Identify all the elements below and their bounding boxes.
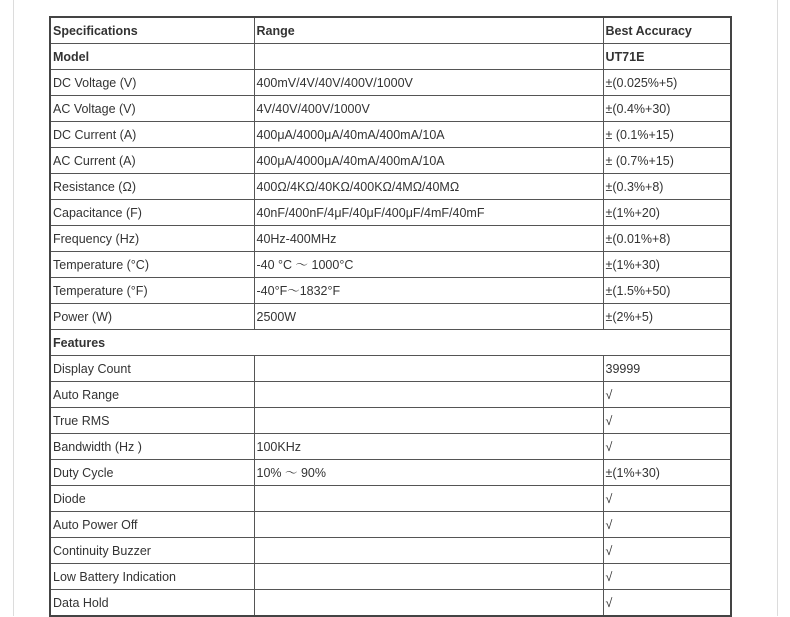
spec-range-cell: 4V/40V/400V/1000V xyxy=(254,96,603,122)
spec-name-cell: Temperature (°C) xyxy=(50,252,254,278)
feature-range-cell xyxy=(254,512,603,538)
feature-name-cell: Diode xyxy=(50,486,254,512)
feature-name-cell: Data Hold xyxy=(50,590,254,617)
spec-range-cell: 400μA/4000μA/40mA/400mA/10A xyxy=(254,148,603,174)
table-row xyxy=(50,70,731,96)
feature-range-cell xyxy=(254,538,603,564)
spec-accuracy-cell: ±(0.3%+8) xyxy=(603,174,731,200)
feature-value-cell: √ xyxy=(603,408,731,434)
spec-name-cell: Frequency (Hz) xyxy=(50,226,254,252)
spec-name-cell: AC Current (A) xyxy=(50,148,254,174)
spec-name-cell: Capacitance (F) xyxy=(50,200,254,226)
spec-range-cell: 400mV/4V/40V/400V/1000V xyxy=(254,70,603,96)
feature-range-cell xyxy=(254,590,603,617)
table-row xyxy=(50,460,731,486)
feature-name-cell: True RMS xyxy=(50,408,254,434)
feature-range-cell xyxy=(254,356,603,382)
spec-range-cell: 400Ω/4KΩ/40KΩ/400KΩ/4MΩ/40MΩ xyxy=(254,174,603,200)
model-range xyxy=(254,44,603,70)
spec-name-cell: DC Voltage (V) xyxy=(50,70,254,96)
features-heading: Features xyxy=(50,330,731,356)
spec-accuracy-cell: ± (0.1%+15) xyxy=(603,122,731,148)
table-row xyxy=(50,252,731,278)
feature-range-cell xyxy=(254,486,603,512)
feature-value-cell: √ xyxy=(603,590,731,617)
feature-value-cell: ±(1%+30) xyxy=(603,460,731,486)
header-range: Range xyxy=(254,17,603,44)
spec-table xyxy=(49,16,732,617)
feature-value-cell: √ xyxy=(603,564,731,590)
spec-accuracy-cell: ±(0.4%+30) xyxy=(603,96,731,122)
table-row xyxy=(50,590,731,617)
spec-range-cell: 2500W xyxy=(254,304,603,330)
table-row xyxy=(50,200,731,226)
feature-name-cell: Bandwidth (Hz ) xyxy=(50,434,254,460)
table-row xyxy=(50,382,731,408)
feature-value-cell: √ xyxy=(603,486,731,512)
table-row xyxy=(50,174,731,200)
table-row xyxy=(50,538,731,564)
feature-name-cell: Auto Power Off xyxy=(50,512,254,538)
header-specifications: Specifications xyxy=(50,17,254,44)
spec-range-cell: 40Hz-400MHz xyxy=(254,226,603,252)
model-label: Model xyxy=(50,44,254,70)
spec-accuracy-cell: ±(0.01%+8) xyxy=(603,226,731,252)
table-row xyxy=(50,122,731,148)
feature-value-cell: √ xyxy=(603,434,731,460)
spec-accuracy-cell: ±(0.025%+5) xyxy=(603,70,731,96)
features-heading-row xyxy=(50,330,731,356)
feature-name-cell: Auto Range xyxy=(50,382,254,408)
spec-name-cell: Temperature (°F) xyxy=(50,278,254,304)
table-row xyxy=(50,434,731,460)
feature-value-cell: √ xyxy=(603,382,731,408)
table-row xyxy=(50,512,731,538)
table-row xyxy=(50,226,731,252)
spec-name-cell: Power (W) xyxy=(50,304,254,330)
table-row xyxy=(50,356,731,382)
spec-name-cell: DC Current (A) xyxy=(50,122,254,148)
table-row xyxy=(50,486,731,512)
table-row xyxy=(50,304,731,330)
spec-range-cell: -40 °C ～ 1000°C xyxy=(254,252,603,278)
spec-name-cell: Resistance (Ω) xyxy=(50,174,254,200)
feature-range-cell: 100KHz xyxy=(254,434,603,460)
page-frame-right xyxy=(777,0,778,616)
spec-accuracy-cell: ±(1%+30) xyxy=(603,252,731,278)
spec-range-cell: -40°F～1832°F xyxy=(254,278,603,304)
feature-name-cell: Continuity Buzzer xyxy=(50,538,254,564)
spec-range-cell: 40nF/400nF/4μF/40μF/400μF/4mF/40mF xyxy=(254,200,603,226)
table-row xyxy=(50,148,731,174)
header-best-accuracy: Best Accuracy xyxy=(603,17,731,44)
table-row xyxy=(50,408,731,434)
feature-value-cell: √ xyxy=(603,538,731,564)
table-header-row xyxy=(50,17,731,44)
table-row xyxy=(50,278,731,304)
spec-name-cell: AC Voltage (V) xyxy=(50,96,254,122)
model-row xyxy=(50,44,731,70)
page-frame-left xyxy=(13,0,14,616)
table-row xyxy=(50,96,731,122)
feature-name-cell: Display Count xyxy=(50,356,254,382)
spec-accuracy-cell: ±(2%+5) xyxy=(603,304,731,330)
feature-value-cell: √ xyxy=(603,512,731,538)
spec-accuracy-cell: ±(1%+20) xyxy=(603,200,731,226)
table-row xyxy=(50,564,731,590)
feature-range-cell xyxy=(254,408,603,434)
spec-range-cell: 400μA/4000μA/40mA/400mA/10A xyxy=(254,122,603,148)
spec-accuracy-cell: ±(1.5%+50) xyxy=(603,278,731,304)
feature-range-cell xyxy=(254,564,603,590)
model-value: UT71E xyxy=(603,44,731,70)
feature-range-cell: 10% ～ 90% xyxy=(254,460,603,486)
feature-value-cell: 39999 xyxy=(603,356,731,382)
feature-range-cell xyxy=(254,382,603,408)
spec-accuracy-cell: ± (0.7%+15) xyxy=(603,148,731,174)
feature-name-cell: Duty Cycle xyxy=(50,460,254,486)
feature-name-cell: Low Battery Indication xyxy=(50,564,254,590)
